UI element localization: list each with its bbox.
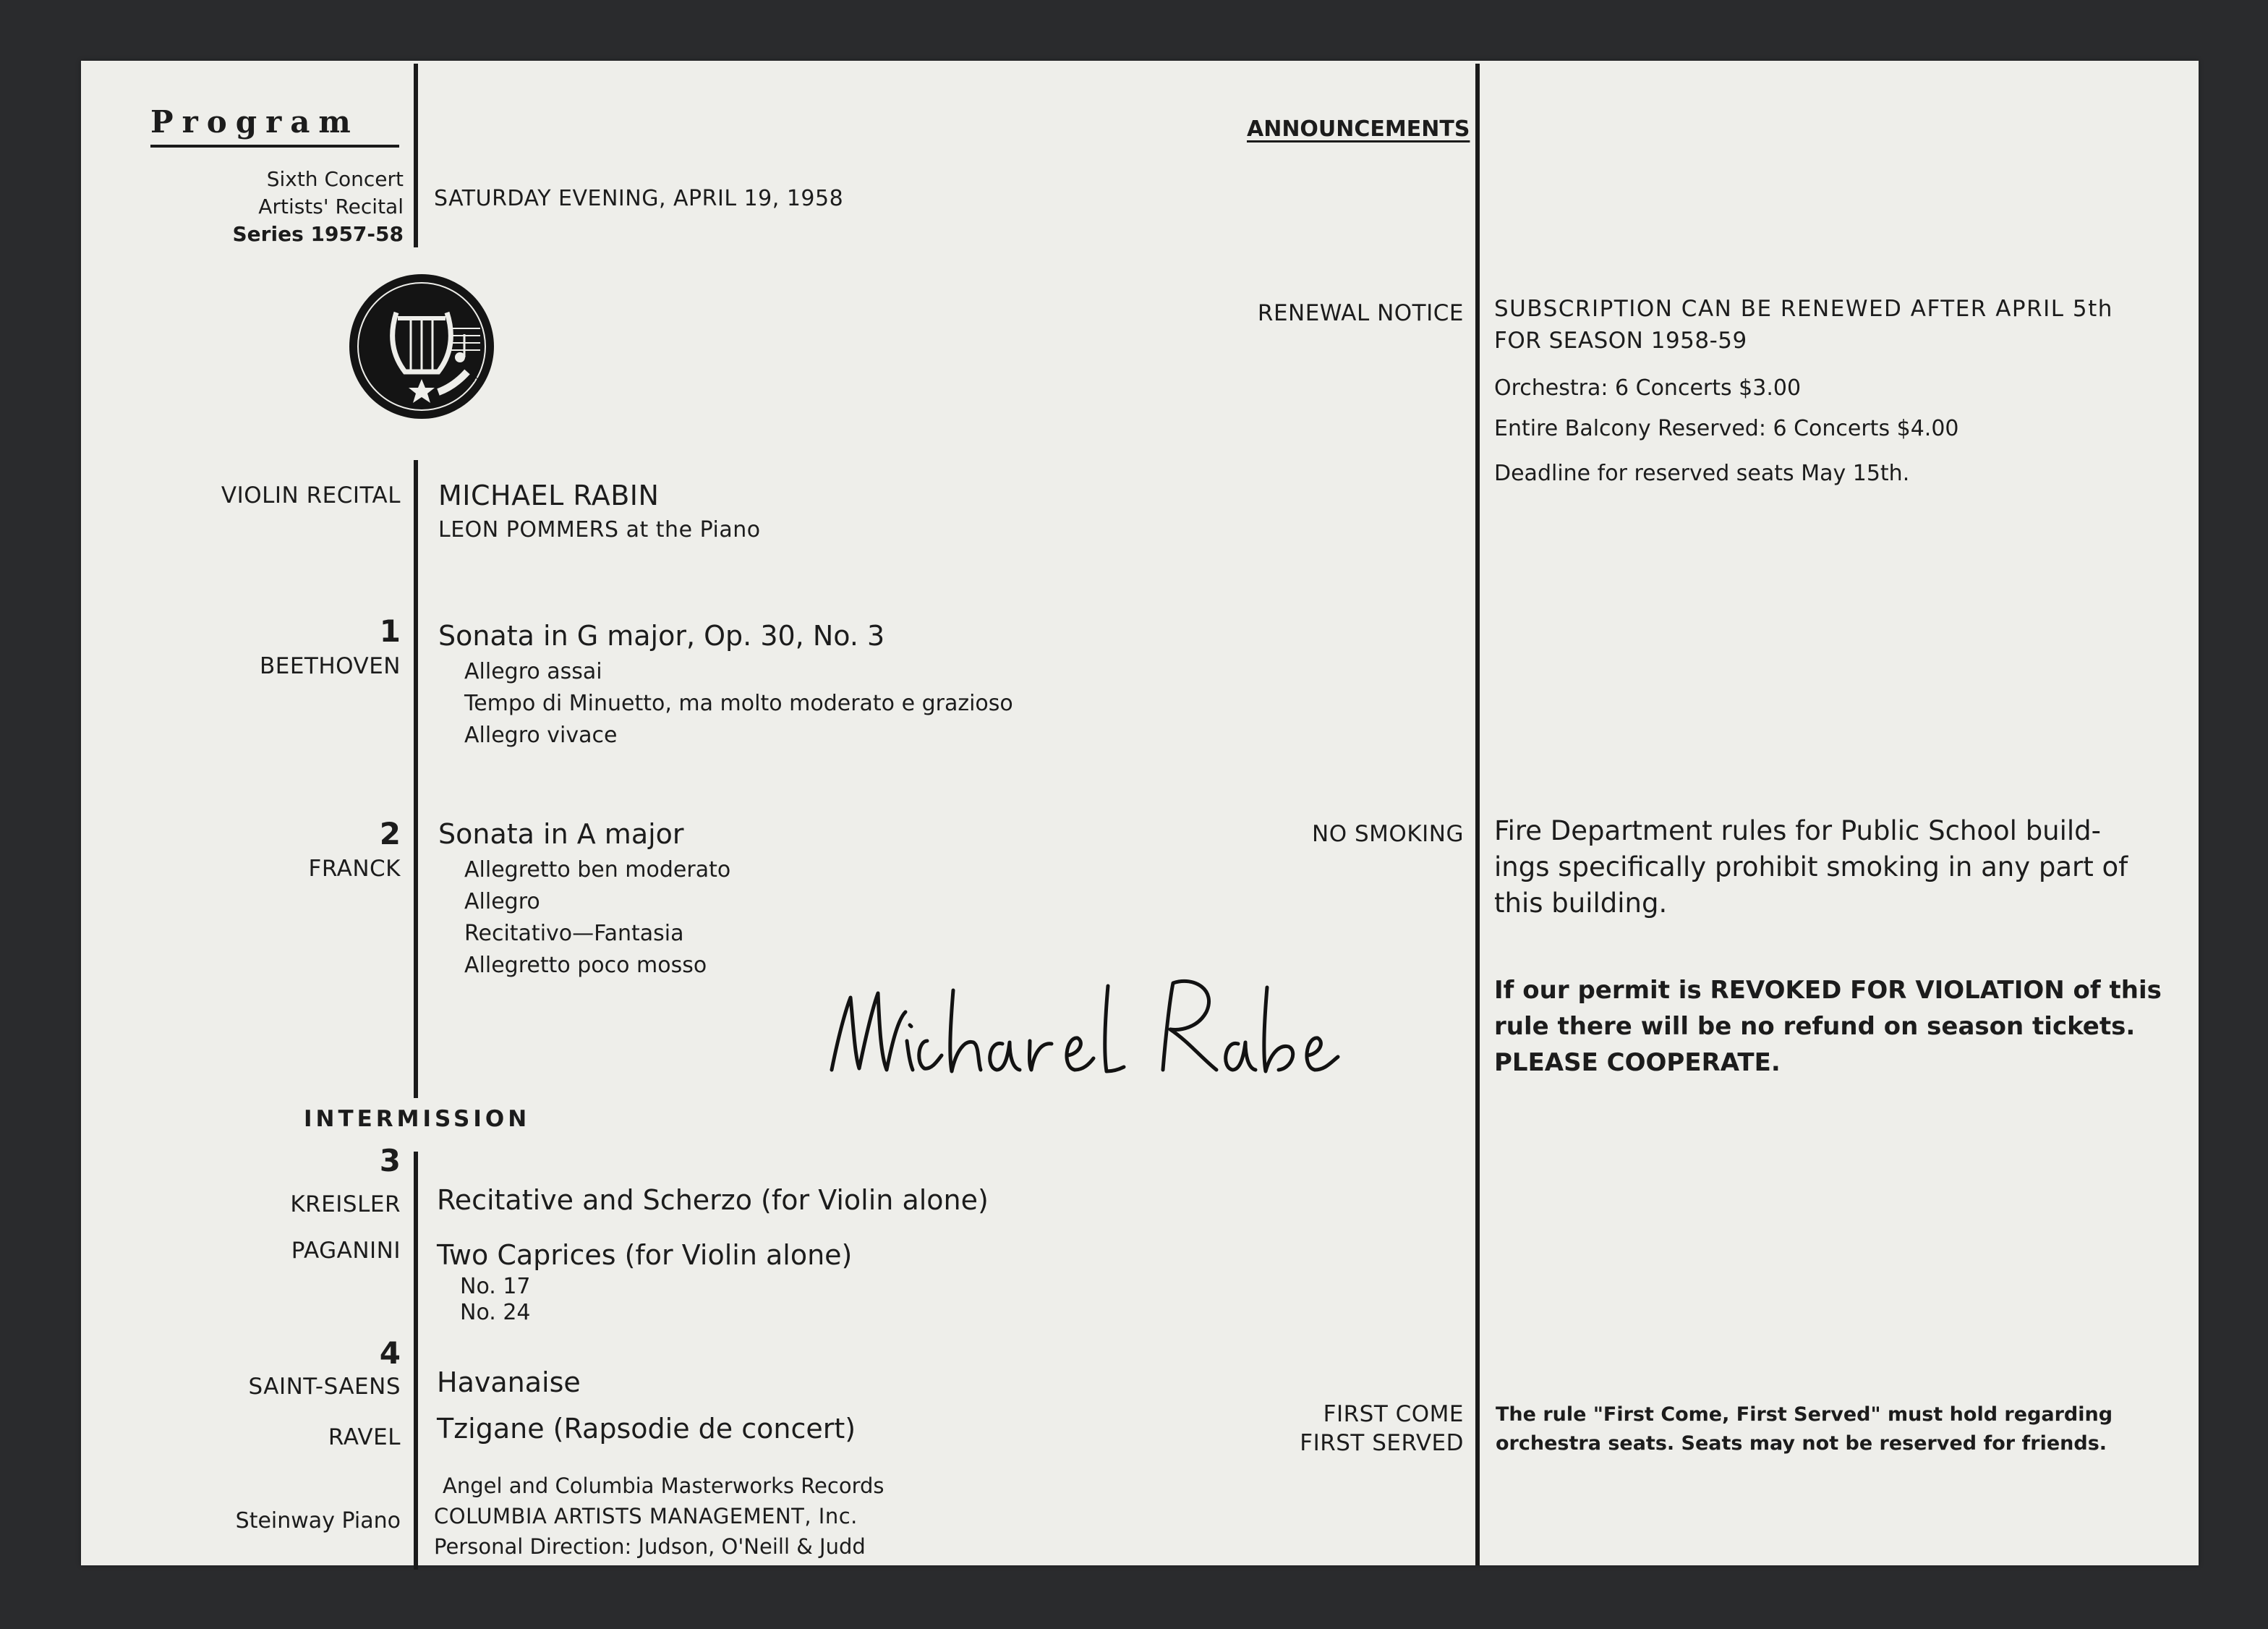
series-line: Sixth Concert	[266, 167, 404, 191]
renewal-notice-label: RENEWAL NOTICE	[1257, 300, 1464, 326]
orchestra-price: Orchestra: 6 Concerts $3.00	[1494, 375, 1802, 401]
movement: Tempo di Minuetto, ma molto moderato e grazioso	[464, 691, 1013, 716]
program-title: Program	[150, 104, 359, 140]
handwritten-signature	[826, 961, 1347, 1092]
movement: Allegro	[464, 889, 540, 914]
svg-text:STUDENT: STUDENT	[444, 372, 481, 401]
first-come-label: FIRST COME	[1323, 1401, 1464, 1427]
piano-credit: Steinway Piano	[235, 1508, 401, 1534]
concert-date: SATURDAY EVENING, APRIL 19, 1958	[434, 186, 844, 211]
composer-kreisler: KREISLER	[290, 1191, 401, 1217]
announcements-heading: ANNOUNCEMENTS	[1247, 116, 1470, 142]
work-title: Recitative and Scherzo (for Violin alone)	[437, 1184, 989, 1216]
permit-warning: If our permit is REVOKED FOR VIOLATION of this rule there will be no refund on season tickets. PLEASE COOPERATE.	[1494, 976, 2162, 1077]
no-smoking-label: NO SMOKING	[1312, 821, 1464, 847]
movement: Allegretto ben moderato	[464, 857, 731, 882]
left-column-rule	[414, 64, 418, 247]
composer-franck: FRANCK	[308, 856, 401, 882]
balcony-price: Entire Balcony Reserved: 6 Concerts $4.00	[1494, 416, 1959, 441]
movement: Allegretto poco mosso	[464, 953, 707, 978]
movement: Allegro vivace	[464, 723, 618, 748]
work-title: Havanaise	[437, 1366, 581, 1398]
series-line: Series 1957-58	[232, 222, 404, 246]
announcements-column-rule	[1475, 64, 1480, 1565]
work-title: Sonata in G major, Op. 30, No. 3	[438, 620, 885, 652]
left-column-rule	[414, 460, 418, 1098]
accompanist: LEON POMMERS at the Piano	[438, 517, 761, 543]
part-number: 3	[379, 1143, 401, 1178]
recital-type-label: VIOLIN RECITAL	[221, 482, 401, 509]
part-number: 2	[379, 816, 401, 851]
no-smoking-rule: Fire Department rules for Public School build- ings specifically prohibit smoking in any part of this building.	[1494, 815, 2128, 919]
left-column-rule	[414, 1152, 418, 1570]
footer-line: COLUMBIA ARTISTS MANAGEMENT, Inc.	[434, 1504, 858, 1528]
series-line: Artists' Recital	[258, 195, 404, 218]
reserved-deadline: Deadline for reserved seats May 15th.	[1494, 461, 1910, 486]
composer-saint-saens: SAINT-SAENS	[248, 1374, 401, 1400]
part-number: 1	[379, 613, 401, 649]
part-number: 4	[379, 1335, 401, 1371]
footer-line: Personal Direction: Judson, O'Neill & Judd	[434, 1534, 866, 1559]
work-title: Tzigane (Rapsodie de concert)	[437, 1413, 856, 1445]
program-title-underline	[150, 145, 399, 148]
renewal-headline: SUBSCRIPTION CAN BE RENEWED AFTER APRIL 5th	[1494, 296, 2113, 322]
intermission-label: INTERMISSION	[304, 1106, 531, 1132]
composer-ravel: RAVEL	[328, 1424, 401, 1450]
movement: Recitativo—Fantasia	[464, 921, 684, 946]
artist-name: MICHAEL RABIN	[438, 480, 660, 511]
work-title: Two Caprices (for Violin alone)	[437, 1239, 853, 1271]
first-come-rule: The rule "First Come, First Served" must hold regarding orchestra seats. Seats may not be reserved for friends.	[1496, 1403, 2113, 1455]
renewal-season: FOR SEASON 1958-59	[1494, 328, 1747, 354]
movement: Allegro assai	[464, 659, 602, 684]
work-title: Sonata in A major	[438, 818, 684, 850]
movement: No. 17	[460, 1274, 531, 1299]
first-served-label: FIRST SERVED	[1300, 1430, 1464, 1456]
composer-beethoven: BEETHOVEN	[259, 653, 401, 679]
concert-program-sheet	[81, 61, 2199, 1565]
footer-line: Angel and Columbia Masterworks Records	[443, 1473, 884, 1498]
lyre-music-seal-icon	[346, 271, 498, 422]
composer-paganini: PAGANINI	[291, 1238, 401, 1264]
emblem	[346, 271, 498, 422]
movement: No. 24	[460, 1300, 531, 1325]
